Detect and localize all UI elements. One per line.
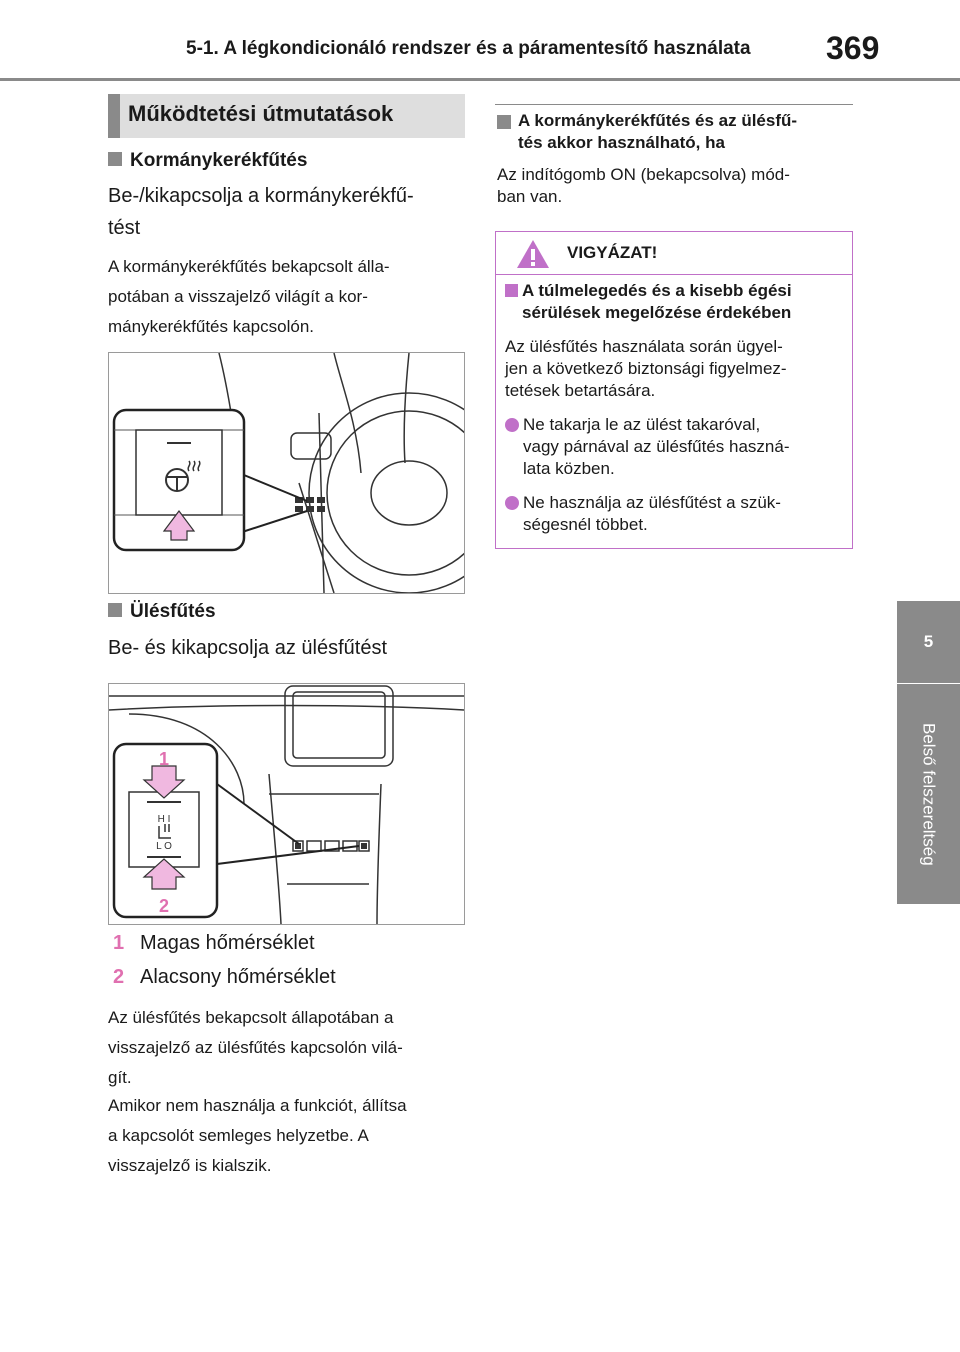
section-title-box (108, 94, 465, 138)
bullet-line: lata közben. (523, 459, 615, 478)
seat-heading (108, 601, 216, 623)
page-number: 369 (826, 30, 880, 66)
para-line: Amikor nem használja a funkciót, állítsa (108, 1096, 407, 1115)
header-rule (0, 78, 960, 81)
availability-title (518, 110, 797, 154)
caution-bullet-1 (523, 414, 790, 480)
item-label: Alacsony hőmérséklet (140, 966, 336, 988)
callout-1: 1 (158, 749, 170, 769)
hi-label: H I (157, 814, 171, 825)
steering-desc (108, 252, 390, 342)
square-bullet-icon (497, 115, 511, 129)
body-line: Az indítógomb ON (bekapcsolva) mód- (497, 165, 790, 184)
seat-heater-figure (108, 683, 465, 925)
chapter-title: Belső felszereltség (919, 722, 939, 866)
item-label: Magas hőmérséklet (140, 932, 315, 954)
chapter-number-tab (897, 601, 960, 683)
caution-subheading (522, 280, 792, 324)
warning-icon (515, 238, 551, 270)
seat-line1: Be- és kikapcsolja az ülésfűtést (108, 637, 388, 659)
caution-intro (505, 336, 787, 402)
seat-title: Ülésfűtés (130, 601, 216, 622)
bullet-line: Ne takarja le az ülést takaróval, (523, 415, 761, 434)
intro-line: jen a következő biztonsági figyelmez- (505, 359, 787, 378)
steering-desc-line: mánykerékfűtés kapcsolón. (108, 317, 314, 336)
steering-heater-figure (108, 352, 465, 594)
dashboard-illustration (109, 353, 464, 593)
intro-line: tetések betartására. (505, 381, 656, 400)
para-line: a kapcsolót semleges helyzetbe. A (108, 1126, 369, 1145)
sub-line: A túlmelegedés és a kisebb égési (522, 281, 792, 300)
para-line: visszajelző is kialszik. (108, 1156, 272, 1175)
section-title: Működtetési útmutatások (128, 101, 394, 126)
title-line: tés akkor használható, ha (518, 133, 725, 152)
square-bullet-icon (108, 152, 122, 166)
body-line: ban van. (497, 187, 563, 206)
sub-line: sérülések megelőzése érdekében (522, 303, 792, 322)
square-bullet-icon (108, 603, 122, 617)
square-bullet-icon (505, 284, 518, 297)
steering-desc-line: potában a visszajelző világít a kor- (108, 287, 368, 306)
round-bullet-icon (505, 496, 519, 510)
bullet-line: Ne használja az ülésfűtést a szük- (523, 493, 781, 512)
steering-heading (108, 150, 307, 172)
list-item-low (113, 961, 336, 993)
running-header-title: 5-1. A légkondicionáló rendszer és a páramentesítő használata (186, 38, 751, 59)
right-top-rule (495, 104, 853, 105)
steering-line1: Be-/kikapcsolja a kormánykerékfű- (108, 185, 414, 207)
caution-bullet-2 (523, 492, 781, 536)
title-line: A kormánykerékfűtés és az ülésfű- (518, 111, 798, 130)
caution-header (496, 232, 852, 275)
callout-2: 2 (158, 896, 170, 916)
steering-desc-line: A kormánykerékfűtés bekapcsolt álla- (108, 257, 390, 276)
availability-body (497, 164, 790, 208)
steering-line2: tést (108, 217, 141, 239)
steering-title: Kormánykerékfűtés (130, 150, 308, 171)
seat-para1 (108, 1003, 403, 1093)
lo-label: L O (156, 841, 172, 852)
caution-box (495, 231, 853, 549)
center-console-illustration (109, 684, 464, 924)
chapter-title-wrap (897, 684, 960, 904)
bullet-line: ségesnél többet. (523, 515, 648, 534)
intro-line: Az ülésfűtés használata során ügyel- (505, 337, 783, 356)
bullet-line: vagy párnával az ülésfűtés haszná- (523, 437, 790, 456)
item-number: 1 (113, 932, 125, 954)
list-item-high (113, 927, 315, 959)
para-line: gít. (108, 1068, 132, 1087)
item-number: 2 (113, 966, 125, 988)
para-line: visszajelző az ülésfűtés kapcsolón vilá- (108, 1038, 403, 1057)
para-line: Az ülésfűtés bekapcsolt állapotában a (108, 1008, 394, 1027)
round-bullet-icon (505, 418, 519, 432)
chapter-number: 5 (923, 632, 934, 651)
caution-heading: VIGYÁZAT! (567, 243, 658, 262)
seat-para2 (108, 1091, 407, 1181)
